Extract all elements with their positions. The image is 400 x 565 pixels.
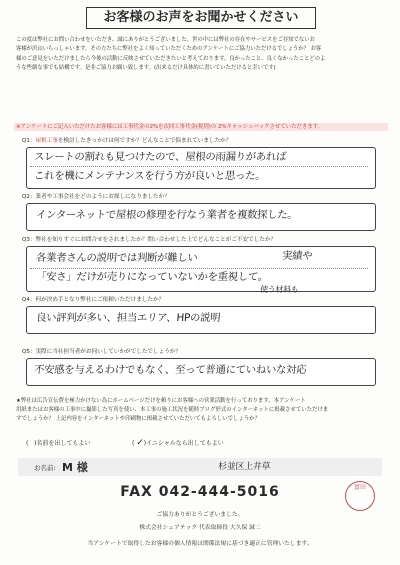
cashback-notice: ※アンケートにご記入いただけたお客様には工事代金の2%を次回工事代金(税別)の 2%キャッシュバックさせていただきます。 <box>14 123 388 131</box>
fax-number: FAX 042-444-5016 <box>120 484 280 500</box>
seal-stamp <box>345 481 375 511</box>
answer-4: 良い評判が多い、担当エリア、HPの説明 <box>35 312 221 324</box>
option-initial-ok[interactable]: ( ✓)イニシャルなら出してもよい <box>132 438 224 448</box>
answer-5: 不安感を与えるわけでもなく、至って普通にていねいな対応 <box>33 364 307 376</box>
answer-2: インターネットで屋根の修理を行なう業者を複数探した。 <box>35 209 298 221</box>
option-name-label: 名前を出してもよい <box>36 440 91 447</box>
consent-line: 用紙またはお客様の工事中に撮影した写真を使い、本工事の施工状況を随時ブログ形式のインターネットに掲載させていただけま <box>16 407 329 413</box>
name-label: お名前: <box>34 464 56 472</box>
option-initial-label: イニシャルなら出してもよい <box>146 440 224 447</box>
answer-3-line-2: 「安さ」だけが売りになっていないかを重視して。 <box>35 271 269 283</box>
privacy-note: 当アンケートで取得したお客様の個人情報は関係法規に基づき適正に管理いたします。 <box>87 541 313 547</box>
address-value: 杉並区上井草 <box>217 462 271 472</box>
question-1 <box>22 137 231 145</box>
intro-line: うな些細な事でも結構です。是非ご協力お願い致します。(出来るだけ具体的に書いていただけると幸いです) <box>16 64 276 71</box>
q1-prefix: Q1： <box>22 138 36 144</box>
thanks-text: ご協力ありがとうございました。 <box>156 512 244 518</box>
question-5: Q5：実際に当社担当者がお伺いしていかがでしたでしょうか？ <box>22 349 181 355</box>
answer-3-line-1: 各業者さんの説明では判断が難しい <box>35 252 198 264</box>
answer-1-line-2: これを機にメンテナンスを行う方が良いと思った。 <box>33 170 266 182</box>
publication-consent-text <box>16 397 388 424</box>
name-value: M 様 <box>62 461 88 474</box>
answer-rule <box>30 268 368 269</box>
consent-line: すでしょうか？ 上記内容をインターネットや印刷物に掲載させていただいてもよろしいでしょうか？ <box>16 416 260 422</box>
question-4: Q4：何が決め手となり弊社にご依頼いただけましたか？ <box>22 297 165 303</box>
page-title: お客様のお声をお聞かせください <box>86 7 316 29</box>
q1-text: を検討したきっかけは何ですか？どんなことで悩まれていましたか？ <box>57 138 232 144</box>
question-3: Q3：弊社を知りすぐにお問合せをされましたか？問い合わせした上でどんなことがご不安でしたか？ <box>22 237 277 243</box>
question-2: Q2：業者や工事会社をどのようにお探しになりましたか？ <box>22 194 170 200</box>
answer-3-note: 使う材料も <box>259 285 299 294</box>
consent-line: ★弊社は広告宣伝費を極力かけない為にホームページだけを頼りにお客様への営業活動を行っております。本アンケート <box>16 398 306 404</box>
intro-text <box>16 36 386 73</box>
stamp-text: 富田 <box>353 484 366 491</box>
option-name-ok[interactable]: ( )名前を出してもよい <box>26 440 91 447</box>
answer-rule <box>30 166 368 167</box>
intro-line: 様のご意見をいただけましたら今後の活動に反映させていただきたいと考えております。良かったこと、良くなかったことどのよ <box>16 55 326 62</box>
intro-line: この度は弊社にお問い合わせをいただき、誠にありがとうございました。世の中には弊社の存在やサービスをご存知でないお <box>16 37 315 43</box>
answer-3-insert: 実績や <box>281 250 313 262</box>
answer-1-line-1: スレートの割れも見つけたので、屋根の雨漏りがあれば <box>33 151 287 163</box>
intro-line: 客様が沢山いらっしゃいます。その方たちに弊社をよく知っていただくためのアンケートにご協力いただけるでしょうか？ お客 <box>16 46 322 53</box>
q1-highlight: 屋根工事 <box>35 138 58 144</box>
company-line: 株式会社シェアテック 代表取締役 大久保 誠二 <box>139 525 261 531</box>
